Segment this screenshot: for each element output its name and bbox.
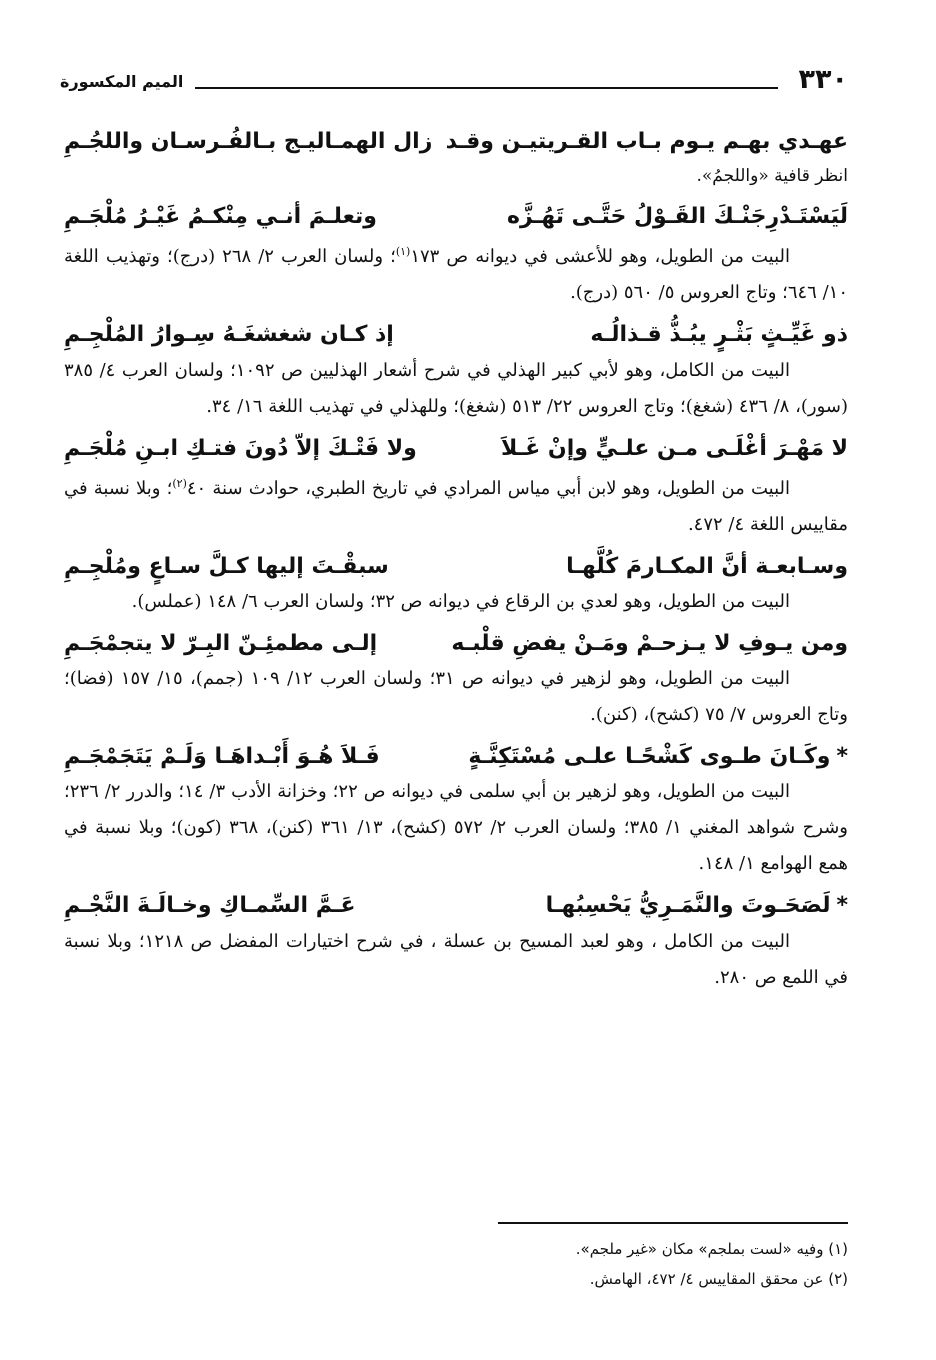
verse-line [64, 626, 848, 661]
verse-first-hemistich [546, 888, 848, 923]
footnote: (١) وفيه «لست بملجم» مكان «غير ملجم». [575, 1240, 848, 1258]
hemistich-text: وكَـانَ طـوى كَشْحًـا علـى مُسْتَكِنَّـةٍ [468, 744, 831, 770]
verse-second-hemistich: عَـمَّ السِّمـاكِ وخـالَـةَ النَّجْـمِ [64, 893, 356, 919]
verse-first-hemistich: عهـدي بهـم يـوم بـاب القـريتيـن وقـد [445, 129, 848, 154]
footnote-marker: (٢) [172, 476, 187, 490]
grammar-verse-marker: * [836, 744, 848, 770]
verse-line [64, 888, 848, 923]
verse-commentary: البيت من الطويل، وهو لزهير بن أبي سلمى في ديوانه ص ٢٢؛ وخزانة الأدب ٣/ ١٤؛ والدرر ٢/ ٢٣٦؛ وشرح شواهد المغني ١/ ٣٨٥؛ ولسان العرب ٢/ ٥٧٢ (كشح)، ١٣/ ٣٦١ (كنن)، ٣٦٨ (كون)؛ وبلا نسبة في همع الهوامع ١/ ١٤٨. [64, 781, 848, 875]
verse-commentary [64, 234, 848, 311]
verse-second-hemistich: سبقْـتَ إليها كـلَّ سـاعٍ ومُلْجِـمِ [64, 553, 389, 579]
page-body [64, 118, 848, 998]
hemistich-text: لَصَحَـوتَ والنَّمَـرِيُّ يَحْسِبُهـا [545, 893, 831, 919]
footnote-rule [498, 1222, 848, 1224]
running-title: الميم المكسورة [60, 72, 184, 91]
verse-second-hemistich: فَـلاَ هُـوَ أَبْـداهَـا وَلَـمْ يَتَجَمْجَـمِ [64, 744, 380, 770]
verse-commentary: البيت من الطويل، وهو لزهير في ديوانه ص ٣١؛ ولسان العرب ١٢/ ١٠٩ (جمم)، ١٥/ ١٥٧ (فضا)؛ وتاج العروس ٧/ ٧٥ (كشح)، (كنن). [64, 668, 848, 726]
page-number: ٣٣٠ [798, 64, 848, 95]
verse-commentary: البيت من الكامل ، وهو لعبد المسيح بن عسلة ، في شرح اختيارات المفضل ص ١٢١٨؛ وبلا نسبة في اللمع ص ٢٨٠. [64, 930, 848, 988]
verse-first-hemistich: ومن يـوفِ لا يـزحـمْ ومَـنْ يفضِ قلْبـه [451, 630, 848, 656]
verse-line [64, 199, 848, 234]
commentary-text: ؛ ولسان العرب ٢/ ٢٦٨ (درج)؛ وتهذيب اللغة ١٠/ ٦٤٦؛ وتاج العروس ٥/ ٥٦٠ (درج). [64, 246, 848, 304]
grammar-verse-marker: * [836, 893, 848, 919]
verse-commentary: البيت من الكامل، وهو لأبي كبير الهذلي في شرح أشعار الهذليين ص ١٠٩٢؛ ولسان العرب ٤/ ٣٨٥ (سور)، ٨/ ٤٣٦ (شغغ)؛ وتاج العروس ٢٢/ ٥١٣ (شغغ)؛ وللهذلي في تهذيب اللغة ١٦/ ٣٤. [64, 359, 848, 417]
verse-second-hemistich: وتعلـمَ أنـي مِنْكـمُ غَيْـرُ مُلْجَـمِ [64, 204, 377, 230]
footnote: (٢) عن محقق المقاييس ٤/ ٤٧٢، الهامش. [589, 1270, 848, 1288]
verse-commentary [64, 466, 848, 543]
verse-second-hemistich: إذ كـان شغشغَـهُ سِـوارُ المُلْجِـمِ [64, 322, 394, 348]
header-rule [195, 87, 778, 89]
verse-second-hemistich: ولا فَتْـكَ إلاّ دُونَ فتـكِ ابـنِ مُلْجَـمِ [64, 435, 417, 461]
verse-first-hemistich: لَيَسْتَـدْرِجَنْـكَ القَـوْلُ حَتَّـى تَهُـزَّه [507, 204, 848, 230]
verse-commentary: البيت من الطويل، وهو لعدي بن الرقاع في ديوانه ص ٣٢؛ ولسان العرب ٦/ ١٤٨ (عملس). [131, 590, 790, 612]
verse-first-hemistich [468, 739, 848, 774]
verse-first-hemistich: وسـابعـة أنَّ المكـارمَ كُلَّهـا [566, 553, 848, 579]
verse-line [64, 431, 848, 466]
footnote-marker: (١) [395, 245, 411, 259]
commentary-text: البيت من الطويل، وهو لابن أبي مياس المرادي في تاريخ الطبري، حوادث سنة ٤٠ [186, 477, 790, 499]
verse-line [64, 739, 848, 774]
verse-first-hemistich: ذو غَيِّـثٍ بَثْـرٍ يبُـذُّ قـذالُـه [590, 322, 848, 348]
verse-second-hemistich: زال الهمـاليـج بـالفُـرسـان واللجُـمِ [64, 129, 433, 154]
footnotes-section [64, 1222, 848, 1294]
cross-reference-note: انظر قافية «واللجمُ». [696, 166, 848, 187]
verse-line [64, 549, 848, 584]
verse-second-hemistich: إلـى مطمئِـنّ البِـرّ لا يتجمْجَـمِ [64, 630, 378, 656]
commentary-text: ؛ وبلا نسبة في مقاييس اللغة ٤/ ٤٧٢. [64, 477, 848, 535]
verse-first-hemistich: لا مَهْـرَ أغْلَـى مـن علـيٍّ وإنْ غَـلاَ [501, 435, 848, 461]
verse-line [64, 124, 848, 159]
page-header [60, 64, 848, 104]
commentary-text: البيت من الطويل، وهو للأعشى في ديوانه ص ١٧٣ [410, 246, 790, 268]
verse-line [64, 317, 848, 352]
